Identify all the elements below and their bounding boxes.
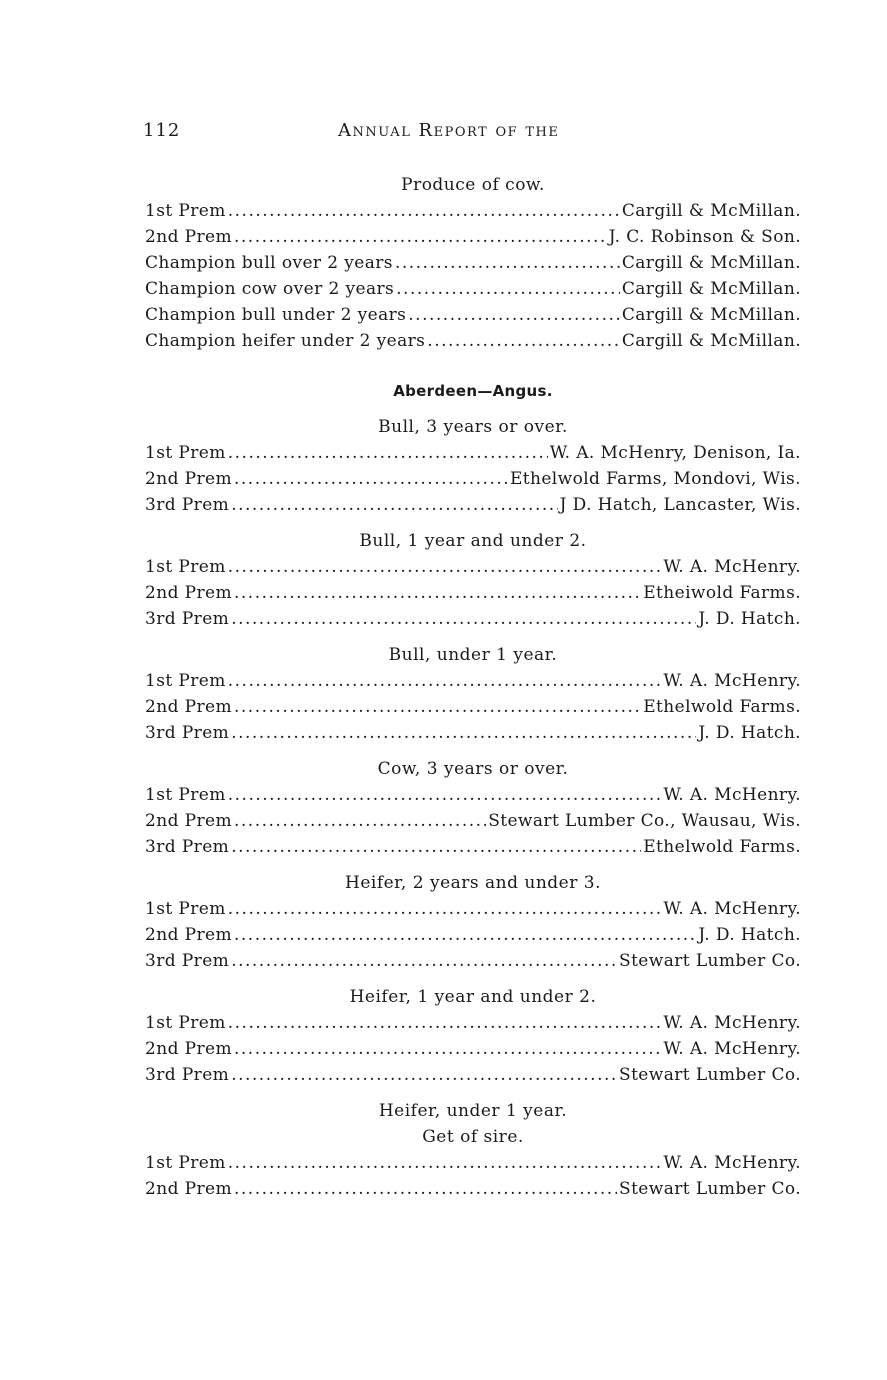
award-label: 3rd Prem bbox=[145, 1065, 230, 1085]
section-bull-1-year bbox=[145, 528, 801, 632]
award-label: Champion bull over 2 years bbox=[145, 253, 393, 273]
award-label: 2nd Prem bbox=[145, 1179, 232, 1199]
dot-leader bbox=[234, 1036, 661, 1062]
award-row bbox=[145, 668, 801, 694]
spacer bbox=[145, 354, 801, 378]
award-row bbox=[145, 554, 801, 580]
award-label: 1st Prem bbox=[145, 1153, 226, 1173]
dot-leader bbox=[228, 1010, 662, 1036]
dot-leader bbox=[234, 1176, 617, 1202]
award-row bbox=[145, 1010, 801, 1036]
section-title: Bull, under 1 year. bbox=[388, 645, 558, 665]
winner-name: Stewart Lumber Co. bbox=[619, 1065, 801, 1085]
winner-name: W. A. McHenry. bbox=[663, 1013, 801, 1033]
award-row bbox=[145, 1062, 801, 1088]
winner-name: W. A. McHenry. bbox=[663, 1039, 801, 1059]
dot-leader bbox=[234, 694, 641, 720]
award-label: 3rd Prem bbox=[145, 837, 230, 857]
award-row bbox=[145, 948, 801, 974]
award-row bbox=[145, 580, 801, 606]
winner-name: Etheiwold Farms. bbox=[643, 583, 801, 603]
award-label: 2nd Prem bbox=[145, 469, 232, 489]
section-title: Produce of cow. bbox=[401, 175, 545, 195]
award-row bbox=[145, 224, 801, 250]
winner-name: Stewart Lumber Co., Wausau, Wis. bbox=[488, 811, 801, 831]
award-label: 1st Prem bbox=[145, 557, 226, 577]
winner-name: Cargill & McMillan. bbox=[621, 331, 801, 351]
award-label: 1st Prem bbox=[145, 1013, 226, 1033]
winner-name: J. D. Hatch. bbox=[698, 723, 801, 743]
spacer bbox=[145, 974, 801, 984]
section-title: Bull, 3 years or over. bbox=[378, 417, 568, 437]
dot-leader bbox=[228, 1150, 662, 1176]
award-label: 3rd Prem bbox=[145, 723, 230, 743]
spacer bbox=[145, 404, 801, 414]
dot-leader bbox=[228, 896, 662, 922]
dot-leader bbox=[231, 492, 557, 518]
section-title: Heifer, 1 year and under 2. bbox=[349, 987, 597, 1007]
dot-leader bbox=[427, 328, 620, 354]
dot-leader bbox=[234, 808, 486, 834]
award-row bbox=[145, 896, 801, 922]
award-label: 1st Prem bbox=[145, 671, 226, 691]
award-row bbox=[145, 250, 801, 276]
section-heifer-under-1 bbox=[145, 1098, 801, 1202]
section-bull-3-years bbox=[145, 414, 801, 518]
dot-leader bbox=[234, 224, 607, 250]
award-row bbox=[145, 1036, 801, 1062]
dot-leader bbox=[231, 1062, 617, 1088]
running-title: Annual Report of the bbox=[338, 120, 560, 141]
section-title: Cow, 3 years or over. bbox=[377, 759, 569, 779]
award-row bbox=[145, 492, 801, 518]
winner-name: Cargill & McMillan. bbox=[621, 279, 801, 299]
award-label: 3rd Prem bbox=[145, 609, 230, 629]
winner-name: Ethelwold Farms, Mondovi, Wis. bbox=[509, 469, 801, 489]
breed-heading: Aberdeen—Angus. bbox=[393, 382, 553, 400]
winner-name: W. A. McHenry, Denison, Ia. bbox=[549, 443, 801, 463]
winner-name: Ethelwold Farms. bbox=[643, 837, 801, 857]
document-body bbox=[145, 172, 801, 1202]
section-title: Heifer, 2 years and under 3. bbox=[345, 873, 601, 893]
winner-name: W. A. McHenry. bbox=[663, 1153, 801, 1173]
award-label: 3rd Prem bbox=[145, 951, 230, 971]
award-row bbox=[145, 782, 801, 808]
section-heifer-1-year bbox=[145, 984, 801, 1088]
dot-leader bbox=[228, 440, 548, 466]
dot-leader bbox=[395, 250, 620, 276]
award-label: 2nd Prem bbox=[145, 925, 232, 945]
winner-name: Ethelwold Farms. bbox=[643, 697, 801, 717]
winner-name: J. C. Robinson & Son. bbox=[608, 227, 801, 247]
award-row bbox=[145, 720, 801, 746]
award-label: Champion heifer under 2 years bbox=[145, 331, 426, 351]
section-produce-of-cow bbox=[145, 172, 801, 354]
winner-name: J. D. Hatch. bbox=[698, 925, 801, 945]
spacer bbox=[145, 746, 801, 756]
award-row bbox=[145, 302, 801, 328]
award-row bbox=[145, 1150, 801, 1176]
award-label: Champion cow over 2 years bbox=[145, 279, 395, 299]
award-row bbox=[145, 922, 801, 948]
winner-name: W. A. McHenry. bbox=[663, 899, 801, 919]
award-label: 1st Prem bbox=[145, 899, 226, 919]
award-row bbox=[145, 328, 801, 354]
section-cow-3-years bbox=[145, 756, 801, 860]
section-bull-under-1 bbox=[145, 642, 801, 746]
dot-leader bbox=[228, 554, 662, 580]
award-row bbox=[145, 808, 801, 834]
winner-name: J D. Hatch, Lancaster, Wis. bbox=[559, 495, 801, 515]
award-label: 3rd Prem bbox=[145, 495, 230, 515]
award-label: 1st Prem bbox=[145, 785, 226, 805]
section-title: Heifer, under 1 year. bbox=[378, 1101, 568, 1121]
spacer bbox=[145, 632, 801, 642]
winner-name: Cargill & McMillan. bbox=[621, 201, 801, 221]
dot-leader bbox=[231, 834, 641, 860]
award-label: 2nd Prem bbox=[145, 227, 232, 247]
award-row bbox=[145, 606, 801, 632]
dot-leader bbox=[228, 198, 620, 224]
winner-name: W. A. McHenry. bbox=[663, 671, 801, 691]
dot-leader bbox=[396, 276, 620, 302]
dot-leader bbox=[234, 580, 641, 606]
award-row bbox=[145, 276, 801, 302]
winner-name: W. A. McHenry. bbox=[663, 557, 801, 577]
winner-name: Cargill & McMillan. bbox=[621, 253, 801, 273]
award-row bbox=[145, 694, 801, 720]
spacer bbox=[145, 518, 801, 528]
award-label: 2nd Prem bbox=[145, 697, 232, 717]
section-heifer-2-years bbox=[145, 870, 801, 974]
winner-name: Stewart Lumber Co. bbox=[619, 1179, 801, 1199]
dot-leader bbox=[231, 948, 617, 974]
winner-name: Stewart Lumber Co. bbox=[619, 951, 801, 971]
section-subtitle: Get of sire. bbox=[422, 1127, 524, 1147]
award-label: 2nd Prem bbox=[145, 583, 232, 603]
winner-name: J. D. Hatch. bbox=[698, 609, 801, 629]
award-row bbox=[145, 834, 801, 860]
dot-leader bbox=[228, 668, 662, 694]
dot-leader bbox=[231, 606, 696, 632]
winner-name: Cargill & McMillan. bbox=[621, 305, 801, 325]
dot-leader bbox=[231, 720, 696, 746]
dot-leader bbox=[228, 782, 662, 808]
dot-leader bbox=[234, 922, 696, 948]
award-row bbox=[145, 198, 801, 224]
award-label: 1st Prem bbox=[145, 201, 226, 221]
award-row bbox=[145, 440, 801, 466]
award-label: Champion bull under 2 years bbox=[145, 305, 407, 325]
winner-name: W. A. McHenry. bbox=[663, 785, 801, 805]
award-label: 2nd Prem bbox=[145, 1039, 232, 1059]
award-row bbox=[145, 466, 801, 492]
spacer bbox=[145, 860, 801, 870]
award-label: 1st Prem bbox=[145, 443, 226, 463]
page-number: 112 bbox=[143, 120, 181, 141]
section-title: Bull, 1 year and under 2. bbox=[359, 531, 587, 551]
award-label: 2nd Prem bbox=[145, 811, 232, 831]
award-row bbox=[145, 1176, 801, 1202]
dot-leader bbox=[234, 466, 508, 492]
spacer bbox=[145, 1088, 801, 1098]
dot-leader bbox=[408, 302, 620, 328]
